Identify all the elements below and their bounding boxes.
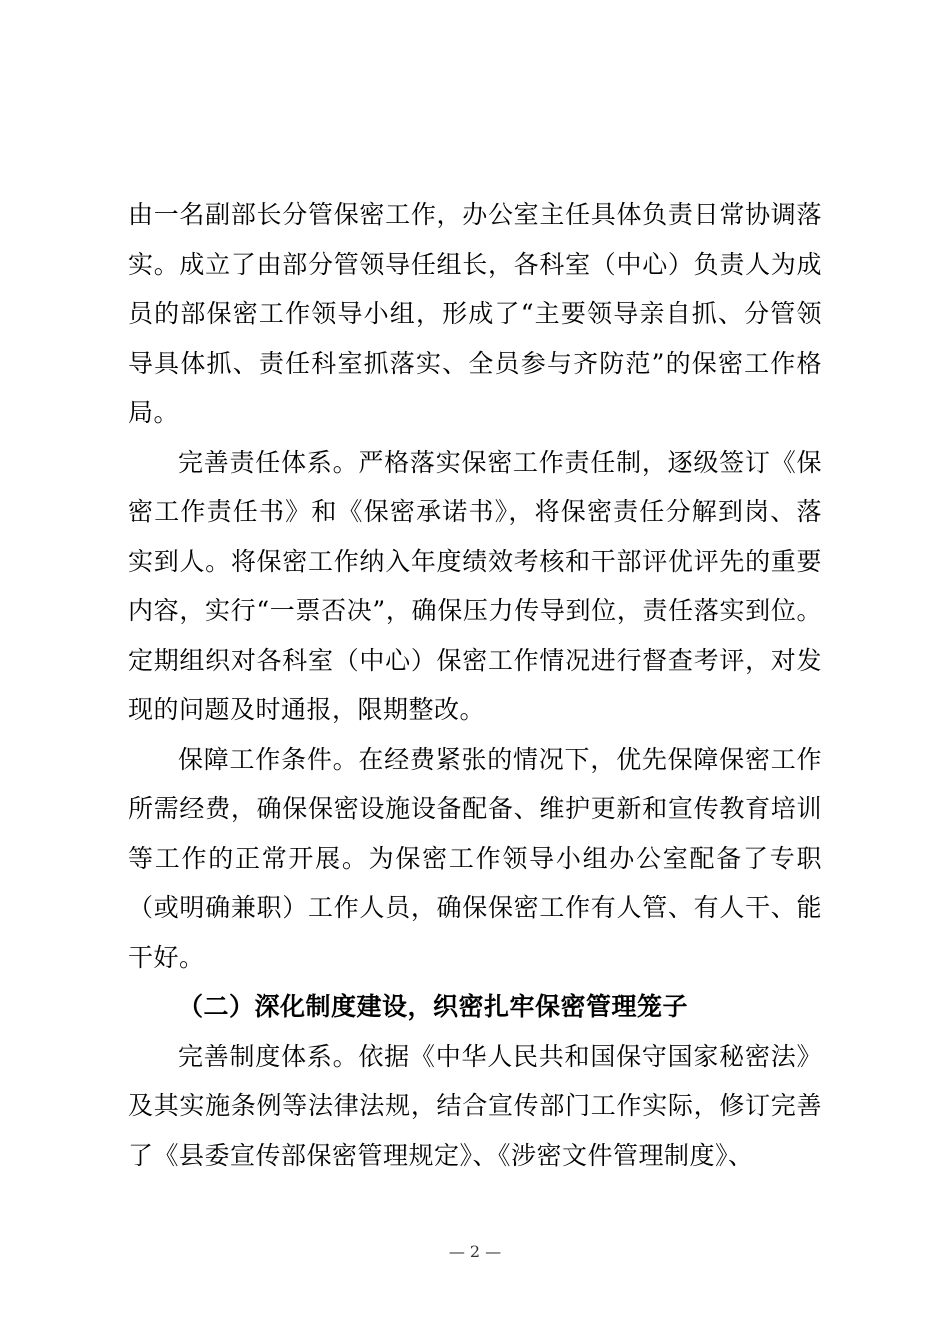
document-body: [128, 190, 822, 1180]
section-heading-institution-building: （二）深化制度建设，织密扎牢保密管理笼子: [178, 992, 689, 1021]
paragraph-leadership-structure: 由一名副部长分管保密工作，办公室主任具体负责日常协调落实。成立了由部分管领导任组长，各科室（中心）负责人为成员的部保密工作领导小组，形成了“主要领导亲自抓、分管领导具体抓、责任科室抓落实、全员参与齐防范”的保密工作格局。: [128, 200, 822, 427]
paragraph-work-conditions: 保障工作条件。在经费紧张的情况下，优先保障保密工作所需经费，确保保密设施设备配备、维护更新和宣传教育培训等工作的正常开展。为保密工作领导小组办公室配备了专职（或明确兼职）工作人员，确保保密工作有人管、有人干、能干好。: [128, 744, 822, 972]
paragraph-institution-system: 完善制度体系。依据《中华人民共和国保守国家秘密法》及其实施条例等法律法规，结合宣传部门工作实际，修订完善了《县委宣传部保密管理规定》、《涉密文件管理制度》、: [128, 1041, 822, 1170]
paragraph-responsibility-system: 完善责任体系。严格落实保密工作责任制，逐级签订《保密工作责任书》和《保密承诺书》，将保密责任分解到岗、落实到人。将保密工作纳入年度绩效考核和干部评优评先的重要内容，实行“一票否决”，确保压力传导到位，责任落实到位。定期组织对各科室（中心）保密工作情况进行督查考评，对发现的问题及时通报，限期整改。: [128, 447, 822, 724]
page-number: — 2 —: [448, 1242, 502, 1261]
